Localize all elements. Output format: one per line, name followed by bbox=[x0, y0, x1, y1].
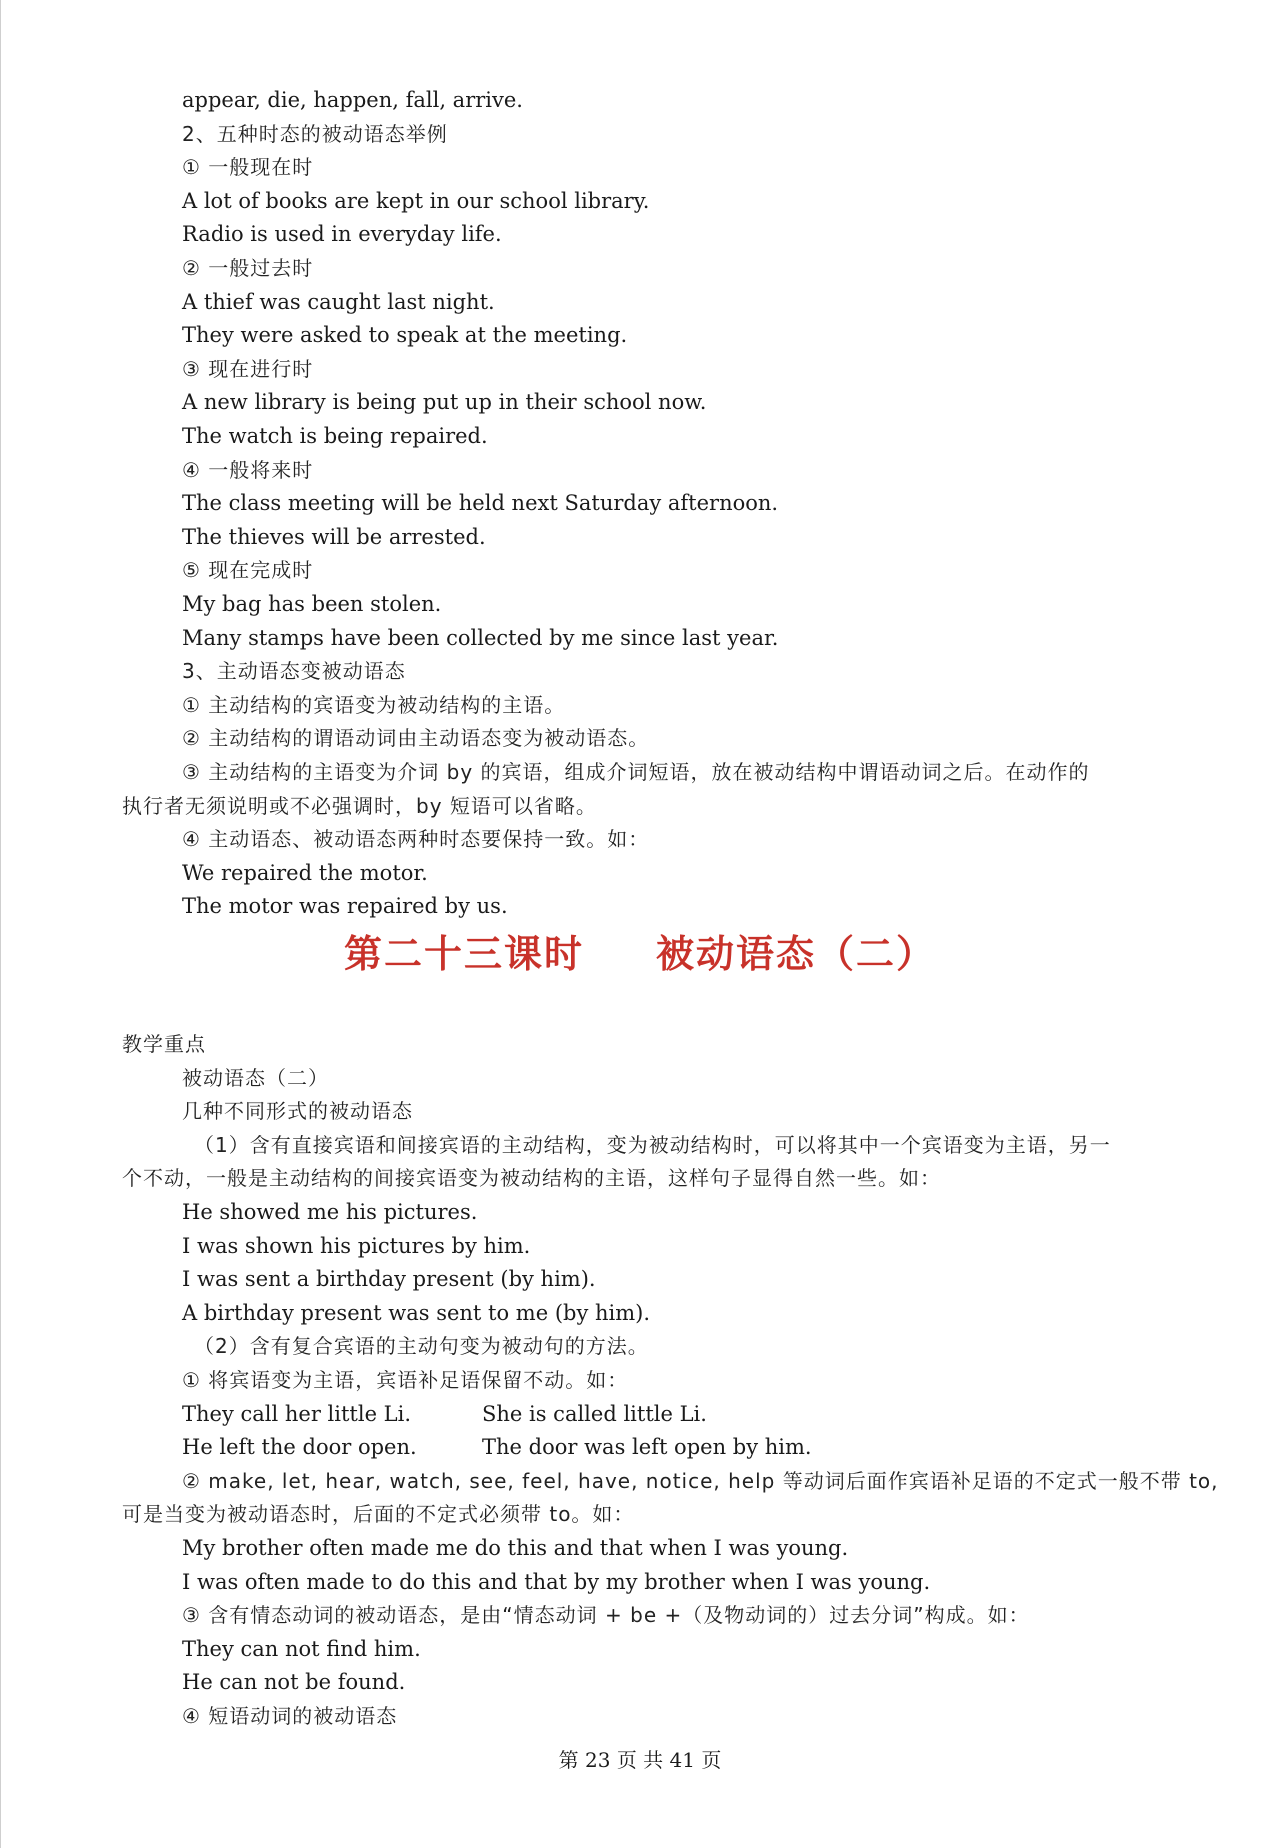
text-line: ② 一般过去时 bbox=[182, 256, 314, 280]
text-line: （1）含有直接宾语和间接宾语的主动结构，变为被动结构时，可以将其中一个宾语变为主语，另一 bbox=[194, 1133, 1111, 1157]
text-line: 执行者无须说明或不必强调时，by 短语可以省略。 bbox=[122, 794, 597, 818]
text-line: A thief was caught last night. bbox=[182, 290, 495, 314]
text-line: ① 一般现在时 bbox=[182, 155, 314, 179]
text-line: The watch is being repaired. bbox=[182, 424, 488, 448]
text-line: He can not be found. bbox=[182, 1670, 406, 1694]
page-footer: 第 23 页 共 41 页 bbox=[558, 1748, 722, 1772]
text-line: ③ 含有情态动词的被动语态，是由“情态动词 + be +（及物动词的）过去分词”构成。如： bbox=[182, 1603, 1030, 1627]
text-line: 被动语态（二） bbox=[182, 1066, 329, 1090]
text-line: They call her little Li. bbox=[182, 1402, 412, 1426]
text-line: 3、主动语态变被动语态 bbox=[182, 659, 406, 683]
text-line: My bag has been stolen. bbox=[182, 592, 442, 616]
text-line-passive-example: The door was left open by him. bbox=[482, 1435, 812, 1459]
text-line: ③ 主动结构的主语变为介词 by 的宾语，组成介词短语，放在被动结构中谓语动词之后。在动作的 bbox=[182, 760, 1090, 784]
text-line: ④ 短语动词的被动语态 bbox=[182, 1704, 398, 1728]
lesson-title bbox=[0, 930, 1280, 978]
text-line: He left the door open. bbox=[182, 1435, 417, 1459]
text-line: A new library is being put up in their school now. bbox=[182, 390, 707, 414]
text-line: I was often made to do this and that by my brother when I was young. bbox=[182, 1570, 931, 1594]
text-line: （2）含有复合宾语的主动句变为被动句的方法。 bbox=[194, 1334, 649, 1358]
text-line: 教学重点 bbox=[122, 1032, 206, 1056]
text-line: They can not find him. bbox=[182, 1637, 421, 1661]
text-line: A birthday present was sent to me (by him). bbox=[182, 1301, 651, 1325]
text-line: I was sent a birthday present (by him). bbox=[182, 1267, 596, 1291]
text-line: ① 将宾语变为主语，宾语补足语保留不动。如： bbox=[182, 1368, 629, 1392]
text-line: The class meeting will be held next Saturday afternoon. bbox=[182, 491, 779, 515]
text-line: 2、五种时态的被动语态举例 bbox=[182, 122, 448, 146]
text-line: ② 主动结构的谓语动词由主动语态变为被动语态。 bbox=[182, 726, 650, 750]
text-line: 个不动，一般是主动结构的间接宾语变为被动结构的主语，这样句子显得自然一些。如： bbox=[122, 1166, 941, 1190]
lesson-title-number: 第二十三课时 bbox=[343, 931, 584, 976]
text-line: ② make, let, hear, watch, see, feel, have, notice, help 等动词后面作宾语补足语的不定式一般不带 to, bbox=[182, 1469, 1219, 1493]
lesson-title-topic: 被动语态（二） bbox=[656, 931, 937, 976]
text-line: ① 主动结构的宾语变为被动结构的主语。 bbox=[182, 693, 566, 717]
text-line: The thieves will be arrested. bbox=[182, 525, 486, 549]
page-edge-divider bbox=[0, 0, 1, 1848]
text-line: Many stamps have been collected by me since last year. bbox=[182, 626, 779, 650]
text-line-passive-example: She is called little Li. bbox=[482, 1402, 707, 1426]
text-line: ④ 主动语态、被动语态两种时态要保持一致。如： bbox=[182, 827, 650, 851]
text-line: A lot of books are kept in our school library. bbox=[182, 189, 650, 213]
text-line: We repaired the motor. bbox=[182, 861, 428, 885]
text-line: I was shown his pictures by him. bbox=[182, 1234, 531, 1258]
text-line: ③ 现在进行时 bbox=[182, 357, 314, 381]
text-line: My brother often made me do this and that when I was young. bbox=[182, 1536, 849, 1560]
text-line: ⑤ 现在完成时 bbox=[182, 558, 314, 582]
text-line: 可是当变为被动语态时，后面的不定式必须带 to。如： bbox=[122, 1502, 635, 1526]
text-line: Radio is used in everyday life. bbox=[182, 222, 502, 246]
text-line: He showed me his pictures. bbox=[182, 1200, 478, 1224]
text-line: 几种不同形式的被动语态 bbox=[182, 1099, 413, 1123]
text-line: appear, die, happen, fall, arrive. bbox=[182, 88, 523, 112]
text-line: ④ 一般将来时 bbox=[182, 458, 314, 482]
text-line: The motor was repaired by us. bbox=[182, 894, 508, 918]
text-line: They were asked to speak at the meeting. bbox=[182, 323, 628, 347]
